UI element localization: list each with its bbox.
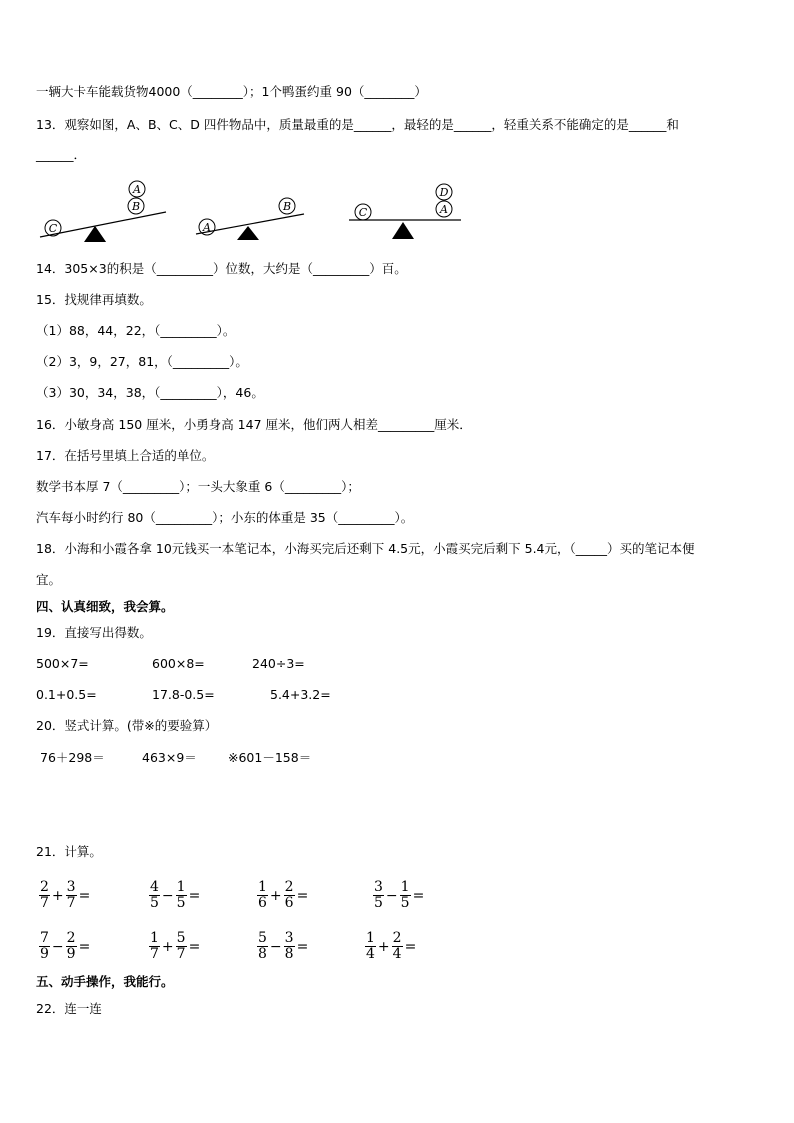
section-4-heading: 四、认真细致，我会算。 — [36, 599, 174, 614]
scale-3-item-a: A — [440, 203, 448, 216]
question-13: 13．观察如图，A、B、C、D 四件物品中，质量最重的是______，最轻的是______，轻重关系不能确定的是______和 — [36, 117, 679, 132]
question-15-2: （2）3，9，27，81，（_________）。 — [36, 354, 248, 369]
q19-item: 500×7= — [36, 656, 89, 671]
question-17-1: 数学书本厚 7（_________）；一头大象重 6（_________）； — [36, 479, 360, 494]
q19-item: 5.4+3.2= — [270, 687, 331, 702]
q20-item: 463×9＝ — [142, 750, 197, 765]
question-20: 20．竖式计算。(带※的要验算） — [36, 718, 218, 733]
question-18: 18．小海和小霞各拿 10元钱买一本笔记本，小海买完后还剩下 4.5元，小霞买完后剩下 5.4元，（_____）买的笔记本便 — [36, 541, 695, 556]
q19-item: 17.8-0.5= — [152, 687, 215, 702]
fraction-expression: $\frac{5}{8}$ − $\frac{3}{8}$ = — [258, 930, 309, 962]
balance-scale-1 — [40, 181, 166, 242]
question-15: 15．找规律再填数。 — [36, 292, 152, 307]
fraction-expression: $\frac{1}{4}$ + $\frac{2}{4}$ = — [366, 930, 417, 962]
question-17: 17．在括号里填上合适的单位。 — [36, 448, 215, 463]
fraction-expression: $\frac{3}{5}$ − $\frac{1}{5}$ = — [374, 879, 425, 911]
question-16: 16．小敏身高 150 厘米，小勇身高 147 厘米，他们两人相差_________厘米． — [36, 417, 472, 432]
scale-3-item-c: C — [358, 206, 368, 219]
scale-1-item-b: B — [131, 200, 141, 213]
line-1: 一辆大卡车能载货物4000（________）；1个鸭蛋约重 90（________） — [36, 84, 427, 99]
section-5-heading: 五、动手操作，我能行。 — [36, 974, 174, 989]
scale-2-item-a: A — [203, 221, 211, 234]
q20-item: ※601－158＝ — [228, 750, 312, 765]
balance-scale-2 — [196, 198, 304, 240]
fraction-expression: $\frac{1}{7}$ + $\frac{5}{7}$ = — [150, 930, 201, 962]
q19-item: 240÷3= — [252, 656, 305, 671]
scale-1-item-a: A — [133, 183, 141, 196]
question-14: 14．305×3的积是（_________）位数，大约是（_________）百。 — [36, 261, 407, 276]
q19-item: 600×8= — [152, 656, 205, 671]
fraction-expression: $\frac{1}{6}$ + $\frac{2}{6}$ = — [258, 879, 309, 911]
fraction-expression: $\frac{2}{7}$ + $\frac{3}{7}$ = — [40, 879, 91, 911]
question-19: 19．直接写出得数。 — [36, 625, 152, 640]
scale-2-item-b: B — [282, 200, 292, 213]
question-21: 21．计算。 — [36, 844, 102, 859]
scale-3-item-d: D — [439, 186, 449, 199]
balance-scales-figure — [36, 176, 476, 246]
question-15-1: （1）88，44，22，（_________）。 — [36, 323, 236, 338]
q20-item: 76＋298＝ — [40, 750, 105, 765]
fraction-expression: $\frac{7}{9}$ − $\frac{2}{9}$ = — [40, 930, 91, 962]
scale-1-item-c: C — [48, 222, 58, 235]
fraction-expression: $\frac{4}{5}$ − $\frac{1}{5}$ = — [150, 879, 201, 911]
question-18-cont: 宜。 — [36, 572, 62, 587]
question-13-cont: ______． — [36, 147, 87, 162]
balance-scale-3 — [349, 184, 461, 239]
q19-item: 0.1+0.5= — [36, 687, 97, 702]
question-17-2: 汽车每小时约行 80（_________）；小东的体重是 35（_________）。 — [36, 510, 414, 525]
question-15-3: （3）30，34，38，（_________），46。 — [36, 385, 264, 400]
question-22: 22．连一连 — [36, 1001, 102, 1016]
